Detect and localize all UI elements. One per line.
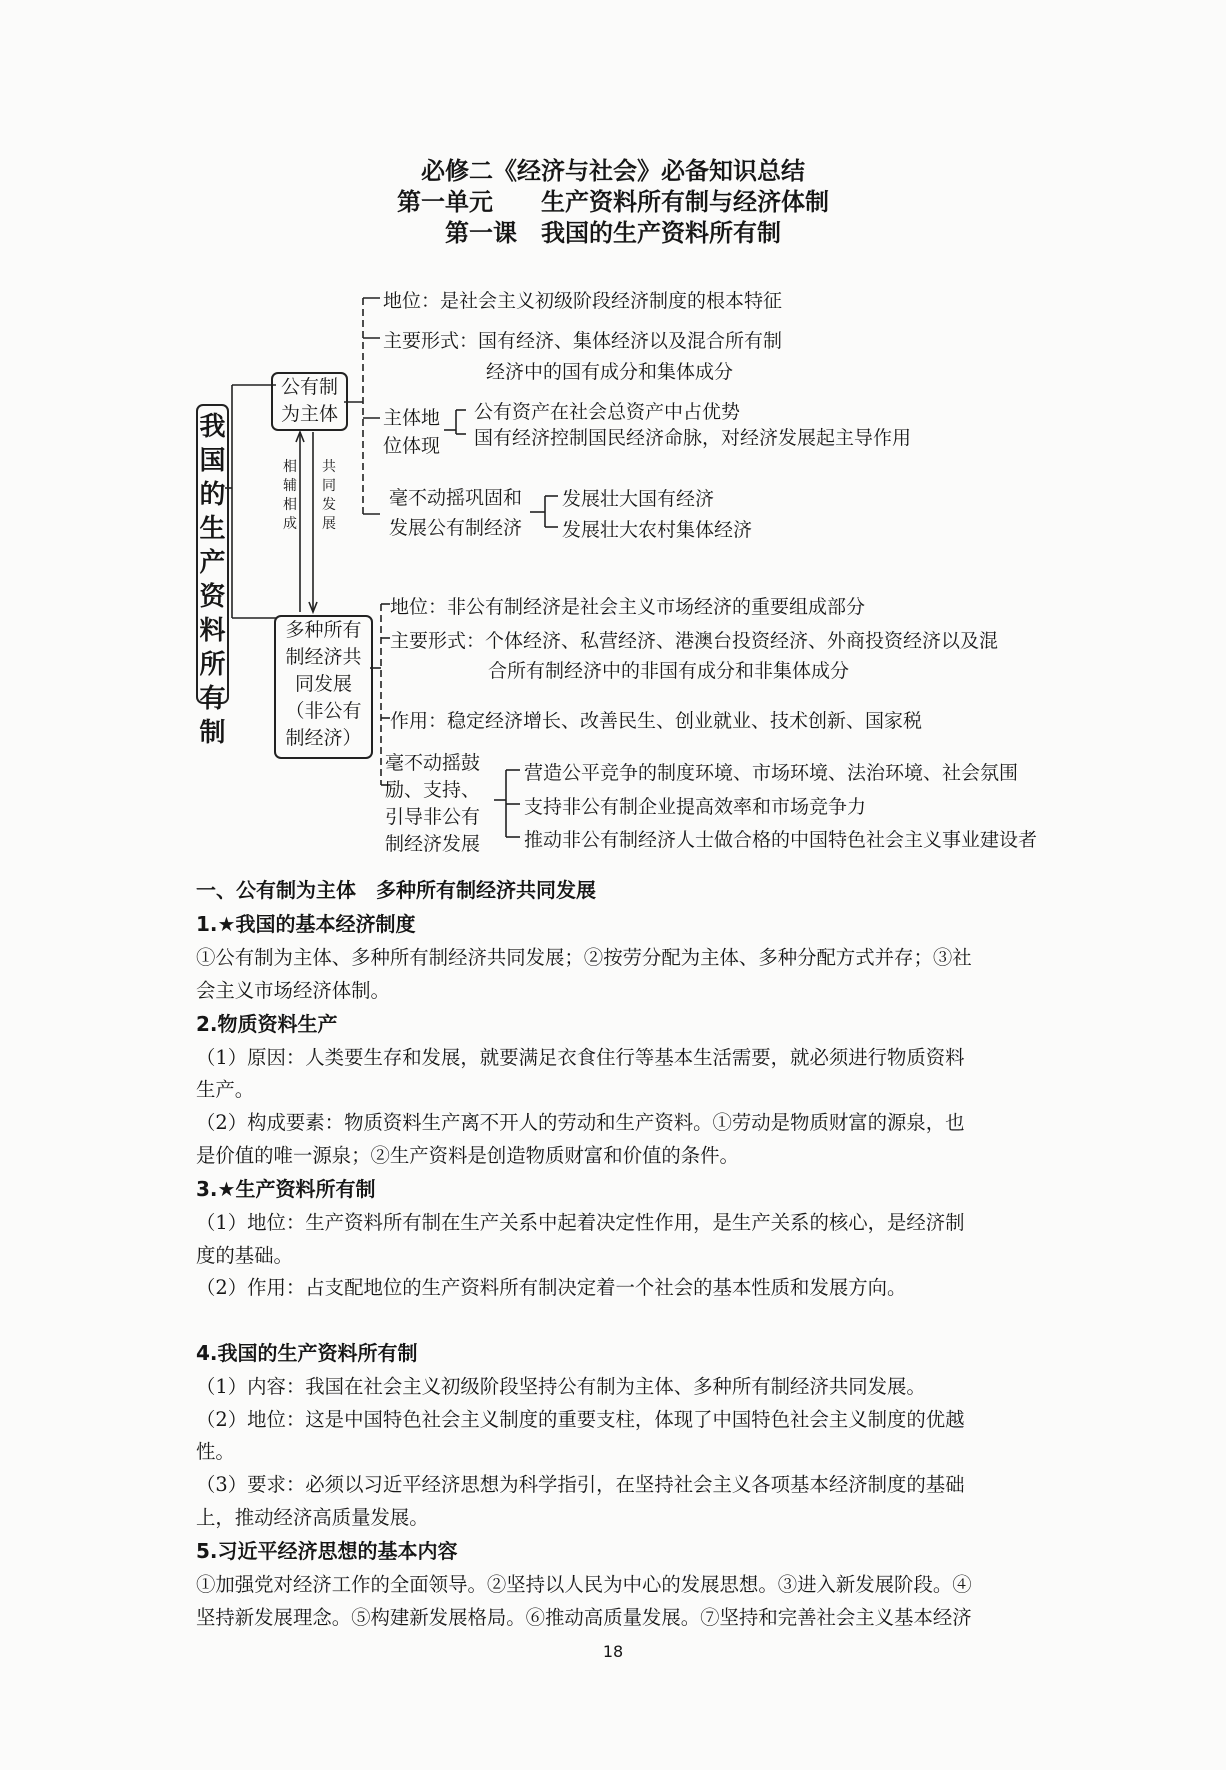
paragraph-2-line-2: 生产。 — [196, 1078, 255, 1101]
heading-4: 4.我国的生产资料所有制 — [196, 1341, 418, 1365]
nonpublic-support-item-1: 营造公平竞争的制度环境、市场环境、法治环境、社会氛围 — [524, 762, 1019, 784]
relation-left-label: 相 辅 相 成 — [283, 459, 297, 532]
root-box — [196, 404, 229, 748]
paragraph-4-line-3: 性。 — [196, 1440, 235, 1463]
nonpublic-box-line-4: （非公有 — [285, 700, 362, 722]
paragraph-4-line-4: （3）要求：必须以习近平经济思想为科学指引，在坚持社会主义各项基本经济制度的基础 — [196, 1473, 965, 1496]
paragraph-4-line-5: 上，推动经济高质量发展。 — [196, 1506, 429, 1529]
heading-1: 1.★我国的基本经济制度 — [196, 912, 416, 936]
document-title: 必修二《经济与社会》必备知识总结 — [421, 157, 805, 185]
nonpublic-forms-line-2: 合所有制经济中的非国有成分和非集体成分 — [488, 660, 850, 682]
paragraph-3-line-1: （1）地位：生产资料所有制在生产关系中起着决定性作用，是生产关系的核心，是经济制 — [196, 1211, 965, 1234]
public-role-label: 主体地 位体现 — [383, 407, 441, 457]
paragraph-2-line-3: （2）构成要素：物质资料生产离不开人的劳动和生产资料。①劳动是物质财富的源泉，也 — [196, 1111, 965, 1134]
nonpublic-support-item-2: 支持非公有制企业提高效率和市场竞争力 — [524, 796, 867, 818]
paragraph-2-line-1: （1）原因：人类要生存和发展，就要满足衣食住行等基本生活需要，就必须进行物质资料 — [196, 1046, 965, 1069]
nonpublic-status: 地位：非公有制经济是社会主义市场经济的重要组成部分 — [390, 596, 866, 618]
nonpublic-support-item-3: 推动非公有制经济人士做合格的中国特色社会主义事业建设者 — [524, 829, 1038, 851]
section-heading: 一、公有制为主体 多种所有制经济共同发展 — [196, 878, 596, 902]
nonpublic-box-line-3: 同发展 — [294, 673, 352, 695]
heading-5: 5.习近平经济思想的基本内容 — [196, 1539, 458, 1563]
nonpublic-forms-line-1: 主要形式：个体经济、私营经济、港澳台投资经济、外商投资经济以及混 — [390, 630, 999, 652]
heading-3: 3.★生产资料所有制 — [196, 1177, 376, 1201]
paragraph-5-line-2: 坚持新发展理念。⑤构建新发展格局。⑥推动高质量发展。⑦坚持和完善社会主义基本经济 — [196, 1606, 972, 1629]
public-box-line-2: 为主体 — [280, 403, 338, 425]
paragraph-4-line-2: （2）地位：这是中国特色社会主义制度的重要支柱，体现了中国特色社会主义制度的优越 — [196, 1408, 965, 1431]
public-role-item-1: 公有资产在社会总资产中占优势 — [474, 401, 741, 423]
unit-title: 第一单元 生产资料所有制与经济体制 — [397, 188, 829, 216]
heading-2: 2.物质资料生产 — [196, 1012, 338, 1036]
root-label: 我 国 的 生 产 资 料 所 有 制 — [199, 412, 226, 748]
public-forms-line-1: 主要形式：国有经济、集体经济以及混合所有制 — [383, 330, 783, 352]
nonpublic-box-line-5: 制经济） — [285, 727, 362, 749]
multi-ownership-box — [274, 615, 373, 759]
public-box-line-1: 公有制 — [280, 376, 338, 398]
page-number: 18 — [602, 1642, 624, 1661]
paragraph-1-line-2: 会主义市场经济体制。 — [196, 979, 390, 1002]
lesson-title: 第一课 我国的生产资料所有制 — [445, 219, 781, 247]
paragraph-1-line-1: ①公有制为主体、多种所有制经济共同发展；②按劳分配为主体、多种分配方式并存；③社 — [196, 946, 972, 969]
public-role-item-2: 国有经济控制国民经济命脉，对经济发展起主导作用 — [474, 427, 912, 449]
nonpublic-box-line-1: 多种所有 — [285, 619, 362, 641]
public-forms-line-2: 经济中的国有成分和集体成分 — [486, 361, 734, 383]
paragraph-2-line-4: 是价值的唯一源泉；②生产资料是创造物质财富和价值的条件。 — [196, 1144, 739, 1167]
public-ownership-box — [271, 372, 348, 431]
public-consolidate-label: 毫不动摇巩固和 发展公有制经济 — [389, 487, 523, 539]
public-consolidate-item-1: 发展壮大国有经济 — [562, 488, 715, 510]
public-status: 地位：是社会主义初级阶段经济制度的根本特征 — [383, 290, 783, 312]
nonpublic-box-line-2: 制经济共 — [285, 646, 362, 668]
paragraph-3-line-2: 度的基础。 — [196, 1244, 293, 1267]
public-consolidate-item-2: 发展壮大农村集体经济 — [562, 519, 753, 541]
nonpublic-function: 作用：稳定经济增长、改善民生、创业就业、技术创新、国家税 — [390, 710, 923, 732]
paragraph-5-line-1: ①加强党对经济工作的全面领导。②坚持以人民为中心的发展思想。③进入新发展阶段。④ — [196, 1573, 972, 1596]
nonpublic-support-label: 毫不动摇鼓 励、支持、 引导非公有 制经济发展 — [385, 752, 481, 855]
relation-right-label: 共 同 发 展 — [322, 459, 336, 532]
paragraph-4-line-1: （1）内容：我国在社会主义初级阶段坚持公有制为主体、多种所有制经济共同发展。 — [196, 1375, 926, 1398]
paragraph-3-line-3: （2）作用：占支配地位的生产资料所有制决定着一个社会的基本性质和发展方向。 — [196, 1276, 907, 1299]
